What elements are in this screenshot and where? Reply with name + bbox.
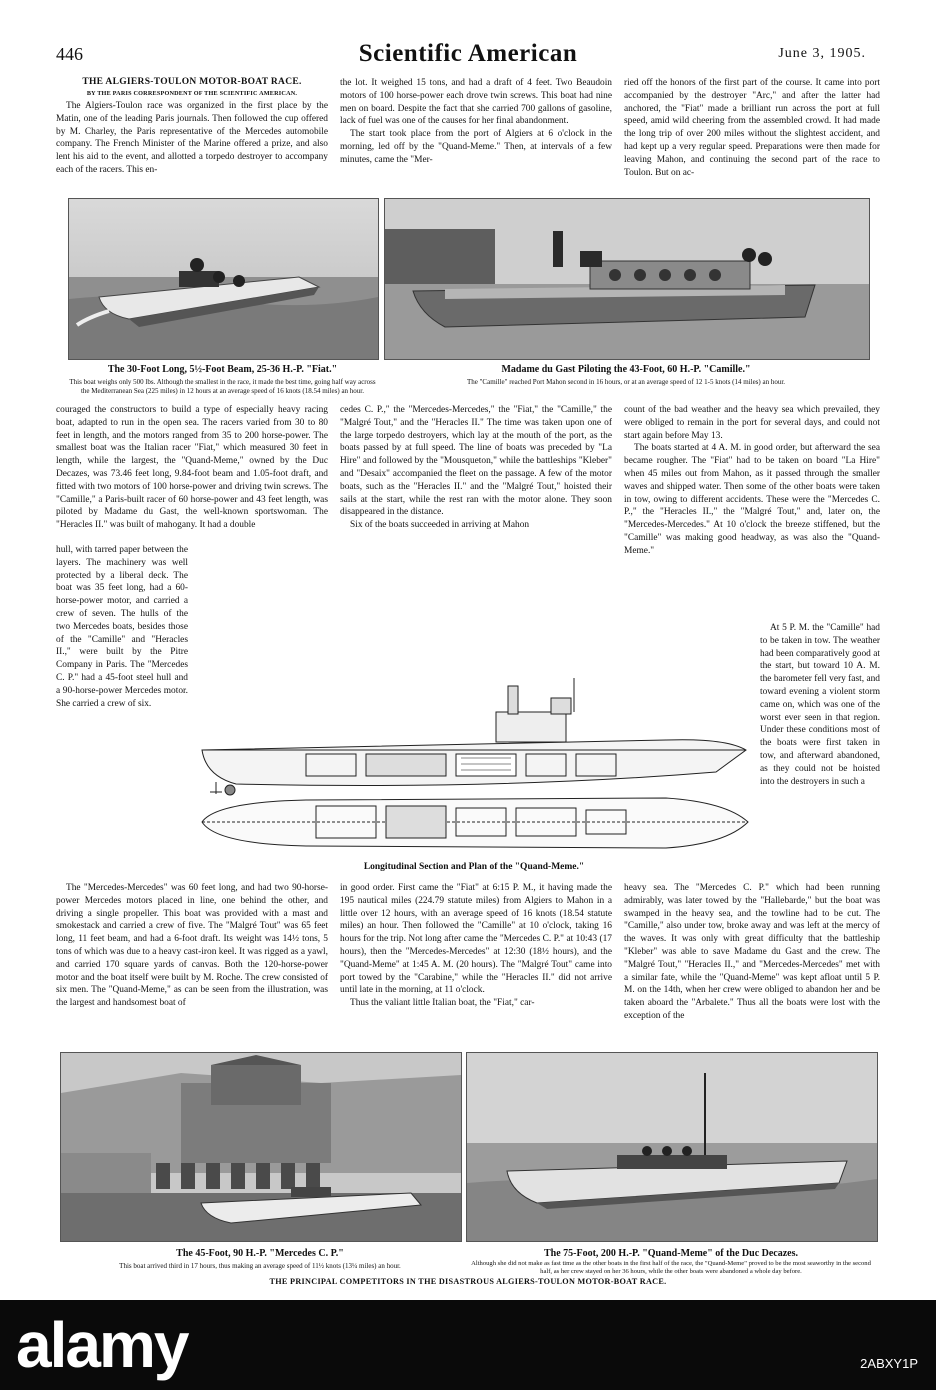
- mercedes-caption: The 45-Foot, 90 H.-P. "Mercedes C. P.": [176, 1248, 344, 1259]
- paragraph: The start took place from the port of Algiers at 6 o'clock in the morning, led off by the "Quand-Meme." Then, at intervals of a few minutes, came the "Mer-: [340, 129, 612, 165]
- column-3-lower: [624, 882, 880, 1023]
- mercedes-photo: [60, 1052, 462, 1242]
- paragraph: count of the bad weather and the heavy sea which prevailed, they were obliged to remain in the port for several days, and could not start again before May 13.: [624, 405, 880, 441]
- journal-title: Scientific American: [358, 40, 578, 67]
- column-1-top: [56, 100, 328, 177]
- column-3-top: [624, 77, 880, 179]
- column-2-upper: [340, 404, 612, 532]
- column-1-narrow: [56, 544, 188, 710]
- paragraph: Thus the valiant little Italian boat, the "Fiat," car-: [350, 998, 535, 1009]
- paragraph: ried off the honors of the first part of the course. It came into port accompanied by the destroyer "Arc," and after the latter had anchored, the "Fiat" made a brilliant run across the port at full speed, amid wild cheering from the assembled crowd. It had made the long trip of over 200 miles without the slightest accident, and had kept up a very regular speed. Preparations were then made for leaving Mahon, and continuing the second part of the race to Toulon. But on ac-: [624, 78, 880, 178]
- paragraph: The Algiers-Toulon race was organized in the first place by the Matin, one of the leading Paris journals. Then followed the cup offered by M. Charley, the Paris representative of the Mercedes automobile company. The French Minister of the Marine offered a prize, and also lent his aid to the event, and allotted a torpedo destroyer to accompany each of the racers. This en-: [56, 101, 328, 175]
- camille-photo: [384, 198, 870, 360]
- stock-logo: alamy: [16, 1309, 188, 1381]
- stock-image-id: 2ABXY1P: [860, 1356, 918, 1371]
- paragraph: The boats started at 4 A. M. in good order, but afterward the sea became rougher. The "Fiat" had to be taken on board "La Hire" when 45 miles out from Mahon, as it passed through the smaller waves and shipped water. Then some of the other boats were taken in tow, owing to different accidents. These were the "Mercedes C. P.," the "Heracles II.," the "Malgré Tout," and, later on, the "Mercedes-Mercedes." At 10 o'clock the breeze stiffened, but the "Camille" was making good headway, as was also the "Quand-Meme.": [624, 443, 880, 556]
- column-3-narrow: [760, 622, 880, 788]
- paragraph: cedes C. P.," the "Mercedes-Mercedes," the "Fiat," the "Camille," the "Malgré Tout," and the "Heracles II." The time was taken upon one of the large torpedo destroyers, which lay at the mouth of the port, as the boats passed by at full speed. The line of boats was preceded by "La Hire" and followed by the "Mousqueton," while the battleships "Kleber" and "Desaix" accompanied the fleet on the passage. A few of the motor boats, such as the "Heracles II." and the "Malgré Tout," hoisted their sails at the start, while the rest ran with the motor alone. They soon disappeared in the distance.: [340, 405, 612, 518]
- paragraph: couraged the constructors to build a type of especially heavy racing boat, adapted to run in the open sea. The racers varied from 30 to 80 feet in length, and the motors ranged from 35 to 200 horse-power. The smallest boat was the Italian racer "Fiat," which measured 30 feet in length, while the largest, the "Quand-Meme," owned by the Duc Decazes, was 73.46 feet long, 9.84-foot beam and 1.05-foot draft, and fitted with two motors of 100 horse-power and driving twin screws. The "Camille," a Paris-built racer of 60 horse-power and 43 feet length, was piloted by Madame du Gast, the well-known sportswoman. The "Heracles II." was built of mahogany. It had a double: [56, 405, 328, 531]
- column-3-upper: [624, 404, 880, 558]
- fiat-caption: The 30-Foot Long, 5½-Foot Beam, 25-36 H.-P. "Fiat.": [107, 364, 338, 375]
- quand-meme-plan-drawing: [196, 672, 752, 866]
- quand-meme-boat-image: [467, 1053, 877, 1241]
- fiat-boat-image: [69, 199, 378, 359]
- section-and-plan-diagram: [196, 672, 752, 866]
- quand-meme-photo: [466, 1052, 878, 1242]
- paragraph: At 5 P. M. the "Camille" had to be taken in tow. The weather had been comparatively good at the start, but toward 10 A. M. the barometer fell very fast, and toward evening a violent storm came on, which was one of the worst ever seen in that region. Under these conditions most of the boats were first taken in tow, and afterward abandoned, as they could not be hoisted into the destroyers in such a: [760, 623, 880, 787]
- column-2-lower: [340, 882, 612, 1010]
- paragraph: the lot. It weighed 15 tons, and had a draft of 4 feet. Two Beaudoin motors of 100 horse-power each drove twin screws. This boat had nine men on board. Despite the fact that she carried 700 gallons of gasoline, lack of fuel was one of the causes for her final abandonment.: [340, 78, 612, 127]
- fiat-photo: [68, 198, 379, 360]
- paragraph: Six of the boats succeeded in arriving at Mahon: [350, 520, 530, 531]
- mercedes-subcaption: This boat arrived third in 17 hours, thus making an average speed of 11½ knots (13¼ miles) an hour.: [119, 1262, 401, 1270]
- quand-meme-caption: The 75-Foot, 200 H.-P. "Quand-Meme" of the Duc Decazes.: [543, 1248, 799, 1259]
- paragraph: hull, with tarred paper between the layers. The machinery was well protected by a liberal deck. The boat was 35 feet long, had a 60-horse-power motor, and carried a crew of seven. The hulls of the two Mercedes boats, besides those of the "Camille" and "Heracles II.," were built by the Pitre Company in Paris. The "Mercedes C. P." had a 45-foot steel hull and a 90-horse-power Mercedes motor. She carried a crew of six.: [56, 545, 188, 709]
- camille-boat-image: [385, 199, 869, 359]
- mercedes-boat-image: [61, 1053, 461, 1241]
- fiat-subcaption: This boat weighs only 500 lbs. Although the smallest in the race, it made the best time, going half way across the Mediterranean Sea (225 miles) in 12 hours at an average speed of 16 knots (18.54 miles) an hour.: [69, 378, 376, 395]
- column-2-top: [340, 77, 612, 167]
- quand-meme-subcaption: Although she did not make as fast time as the other boats in the first half of the race, the "Quand-Meme" proved to be the most seaworthy in the second half, as her crew stayed on her 36 hours, while the other boats were abandoned a whole day before.: [471, 1260, 871, 1275]
- issue-date: June 3, 1905.: [778, 46, 866, 61]
- column-1-upper: [56, 404, 328, 532]
- paragraph: in good order. First came the "Fiat" at 6:15 P. M., it having made the 195 nautical miles (224.79 statute miles) from Algiers to Mahon in a little over 12 hours, with an average speed of 16 knots (18.54 statute miles) an hour. Then followed the "Camille" at 10 o'clock, taking 16 hours for the trip. Not long after came the "Mercedes C. P." at 10:43 (17 hours), then the "Mercedes-Mercedes" at 12:30 (18½ hours), and the "Quand-Meme" at 1:45 A. M. (20 hours). The "Malgré Tout" came into port towed by the "Carabine," while the "Heracles II." did not arrive until late in the morning, at 11 o'clock.: [340, 883, 612, 996]
- column-1-lower: [56, 882, 328, 1010]
- figure-set-caption: THE PRINCIPAL COMPETITORS IN THE DISASTROUS ALGIERS-TOULON MOTOR-BOAT RACE.: [269, 1277, 667, 1286]
- article-byline: BY THE PARIS CORRESPONDENT OF THE SCIENTIFIC AMERICAN.: [86, 90, 298, 97]
- paragraph: heavy sea. The "Mercedes C. P." which had been running admirably, was later towed by the "Hallebarde," but the boat was swamped in the heavy sea, and the towline had to be cut. The "Camille," also under tow, broke away and was left at the mercy of the waves. It was only with great difficulty that the battleship "Kleber" was able to save Madame du Gast and the crew. The "Malgré Tout," "Heracles II.," and "Mercedes-Mercedes" met with a similar fate, while the "Quand-Meme" was kept afloat until 5 P. M. on the 14th, when her crew were obliged to abandon her and be taken aboard the "Arbalete." Thus all the boats were lost with the exception of the: [624, 883, 880, 1021]
- plan-caption: Longitudinal Section and Plan of the "Quand-Meme.": [363, 862, 585, 872]
- article-title: THE ALGIERS-TOULON MOTOR-BOAT RACE.: [82, 77, 302, 87]
- camille-subcaption: The "Camille" reached Port Mahon second in 16 hours, or at an average speed of 12 1-5 knots (14 miles) an hour.: [466, 378, 786, 386]
- camille-caption: Madame du Gast Piloting the 43-Foot, 60 H.-P. "Camille.": [501, 364, 751, 375]
- page-number: 446: [56, 44, 83, 64]
- paragraph: The "Mercedes-Mercedes" was 60 feet long, and had two 90-horse-power Mercedes motors placed in line, one behind the other, and driving a single propeller. This boat was provided with a mast and smokestack and carried a crew of five. The "Malgré Tout" was 65 feet long, 11 feet beam, and had a 6-foot draft. Its weight was 14½ tons, 5 tons of which was due to a heavy cast-iron keel. It was rigged as a yawl, and carried 170 square yards of canvas. Both the 120-horse-power motor and the boat itself were built by M. Roche. The crew consisted of six men. The "Quand-Meme," as can be seen from the illustration, was the largest and handsomest boat of: [56, 883, 328, 1009]
